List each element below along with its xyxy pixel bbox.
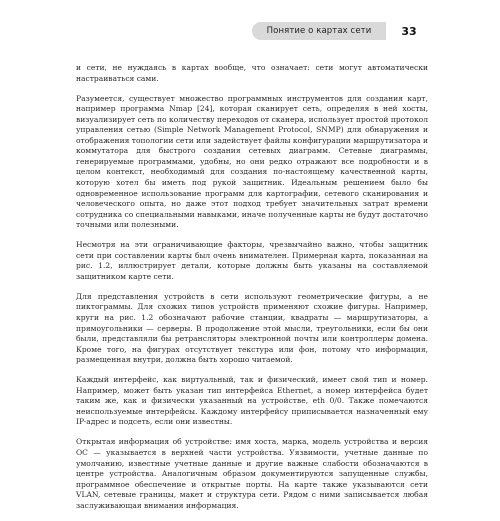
page-number: 33 [401, 24, 417, 38]
paragraph-1: и сети, не нуждаясь в картах вообще, что означает: сети могут автоматически настраиваться сами. [76, 63, 428, 83]
running-header [252, 22, 386, 40]
paragraph-3: Несмотря на эти ограничивающие факторы, чрезвычайно важно, чтобы защитник сети при составлении карты был очень внимателен. Примерная карта, показанная на рис. 1.2, иллюстрирует детали, которые должны быть указаны на составляемой защитником карте сети. [76, 240, 428, 281]
paragraph-5: Каждый интерфейс, как виртуальный, так и физический, имеет свой тип и номер. Например, может быть указан тип интерфейса Ethernet, а номер интерфейса будет таким же, как и физически указанный на устройстве, eth 0/0. Также помечаются неиспользуемые интерфейсы. Каждому интерфейсу приписывается назначенный ему IP-адрес и подсеть, если они известны. [76, 375, 428, 427]
paragraph-4: Для представления устройств в сети используют геометрические фигуры, а не пиктограммы. Для схожих типов устройств применяют схожие фигуры. Например, круги на рис. 1.2 обозначают рабочие станции, квадраты — маршрутизаторы, а прямоугольники — серверы. В продолжение этой мысли, треугольники, если бы они были, представляли бы ретрансляторы электронной почты или контроллеры домена. Кроме того, на фигурах отсутствует текстура или фон, потому что информация, размещенная внутри, должна быть хорошо читаемой. [76, 291, 428, 365]
section-title: Понятие о картах сети [266, 26, 372, 36]
paragraph-6: Открытая информация об устройстве: имя хоста, марка, модель устройства и версия ОС — указывается в верхней части устройства. Уязвимости, учетные данные по умолчанию, известные учетные данные и другие важные слабости обозначаются в центре устройства. Аналогичным образом документируются запущенные службы, программное обеспечение и открытые порты. На карте также указываются сети VLAN, сетевые границы, макет и структура сети. Рядом с ними записывается любая заслуживающая внимания информация. [76, 437, 428, 510]
body-text [76, 63, 428, 521]
paragraph-2: Разумеется, существует множество программных инструментов для создания карт, например программа Nmap [24], которая сканирует сеть, определяя в ней хосты, визуализирует сеть по количеству переходов от сканера, использует простой протокол управления сетью (Simple Network Management Protocol, SNMP) для обнаружения и отображения топологии сети или задействует файлы конфигурации маршрутизатора и коммутатора для быстрого создания сетевых диаграмм. Сетевые диаграммы, генерируемые программами, удобны, но они редко отражают все подробности и в целом контекст, необходимый для создания по-настоящему качественной карты, которую хотел бы иметь под рукой защитник. Идеальным решением было бы одновременное использование программ для картографии, сетевого сканирования и человеческого опыта, но даже этот подход требует значительных затрат времени сотрудника со специальными навыками, иначе полученные карты не будут достаточно точными или полезными. [76, 93, 428, 230]
